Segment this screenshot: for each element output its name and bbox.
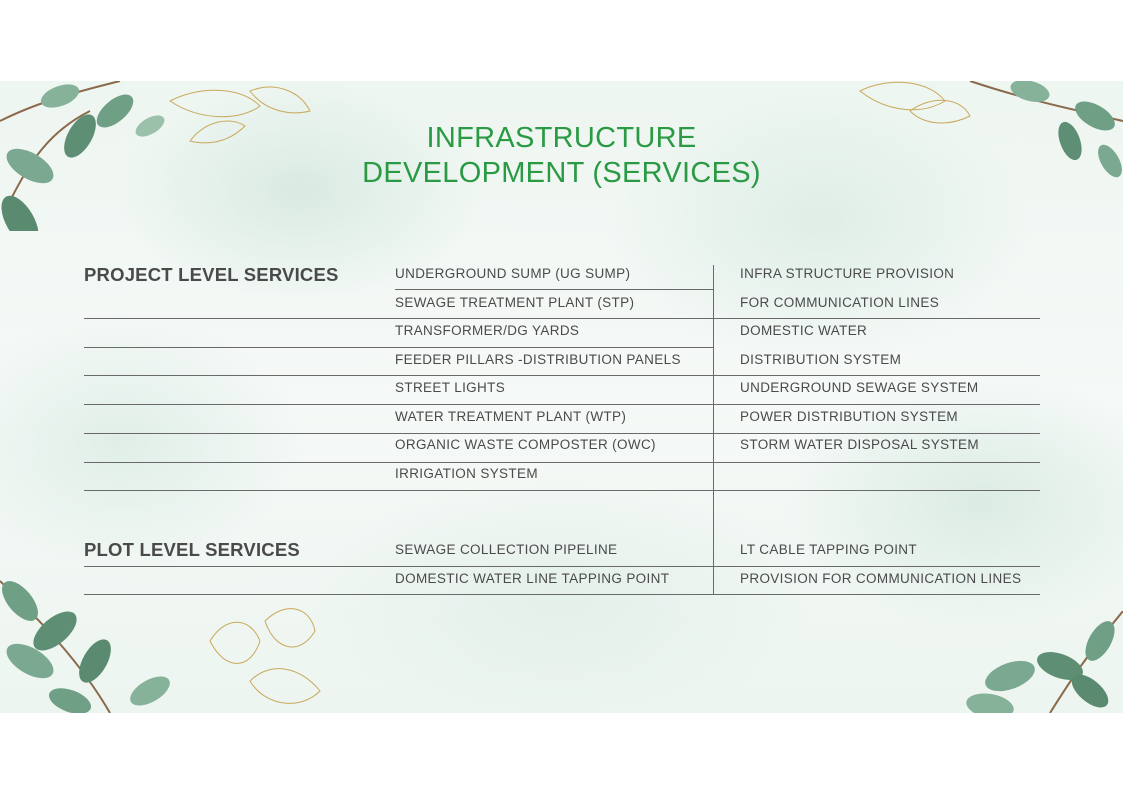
project-right-item: INFRA STRUCTURE PROVISION xyxy=(740,266,955,281)
plot-right-item: PROVISION FOR COMMUNICATION LINES xyxy=(740,571,1022,586)
leaves-bottom-right-decoration xyxy=(950,611,1123,713)
title-line-1: INFRASTRUCTURE xyxy=(426,122,697,154)
table-rule xyxy=(713,462,1040,463)
project-left-item: FEEDER PILLARS -DISTRIBUTION PANELS xyxy=(395,352,681,367)
page-title xyxy=(0,121,1123,191)
table-rule xyxy=(713,318,1040,319)
project-right-item: FOR COMMUNICATION LINES xyxy=(740,295,940,310)
plot-level-label: PLOT LEVEL SERVICES xyxy=(84,539,300,560)
table-rule xyxy=(84,404,713,405)
project-level-label: PROJECT LEVEL SERVICES xyxy=(84,264,339,285)
project-left-item: STREET LIGHTS xyxy=(395,380,506,395)
project-right-item: POWER DISTRIBUTION SYSTEM xyxy=(740,409,959,424)
project-right-item: DISTRIBUTION SYSTEM xyxy=(740,352,902,367)
project-left-item: ORGANIC WASTE COMPOSTER (OWC) xyxy=(395,437,656,452)
table-rule xyxy=(84,347,713,348)
project-left-item: TRANSFORMER/DG YARDS xyxy=(395,323,580,338)
project-left-item: UNDERGROUND SUMP (UG SUMP) xyxy=(395,266,631,281)
table-rule xyxy=(84,375,713,376)
table-rule xyxy=(84,318,713,319)
table-rule xyxy=(713,375,1040,376)
project-right-item: STORM WATER DISPOSAL SYSTEM xyxy=(740,437,979,452)
leaves-bottom-left-decoration xyxy=(0,561,340,713)
table-rule xyxy=(713,433,1040,434)
project-left-item: IRRIGATION SYSTEM xyxy=(395,466,538,481)
plot-right-item: LT CABLE TAPPING POINT xyxy=(740,542,917,557)
column-divider xyxy=(713,265,714,595)
table-rule xyxy=(84,566,713,567)
table-rule xyxy=(713,566,1040,567)
project-right-item: UNDERGROUND SEWAGE SYSTEM xyxy=(740,380,979,395)
table-rule xyxy=(395,289,713,290)
slide xyxy=(0,81,1123,713)
plot-left-item: DOMESTIC WATER LINE TAPPING POINT xyxy=(395,571,670,586)
table-rule xyxy=(84,462,713,463)
plot-left-item: SEWAGE COLLECTION PIPELINE xyxy=(395,542,618,557)
table-rule xyxy=(84,433,713,434)
project-left-item: SEWAGE TREATMENT PLANT (STP) xyxy=(395,295,635,310)
title-line-2: DEVELOPMENT (SERVICES) xyxy=(362,157,761,189)
project-right-item: DOMESTIC WATER xyxy=(740,323,868,338)
project-left-item: WATER TREATMENT PLANT (WTP) xyxy=(395,409,627,424)
table-rule xyxy=(713,490,1040,491)
table-rule xyxy=(713,404,1040,405)
table-rule xyxy=(84,490,713,491)
table-rule xyxy=(84,594,713,595)
table-rule xyxy=(713,594,1040,595)
